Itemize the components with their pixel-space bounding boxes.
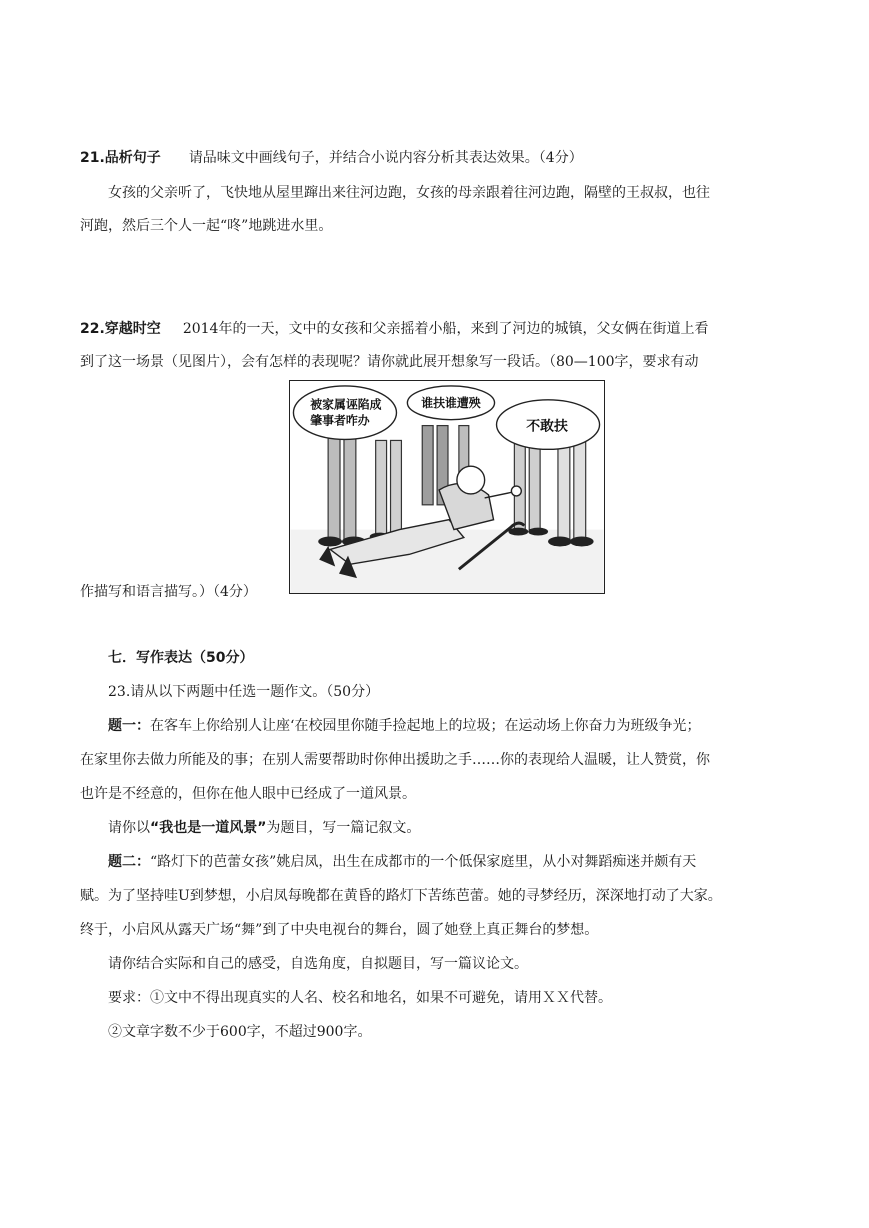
topic1-line2: 在家里你去做力所能及的事；在别人需要帮助时你伸出援助之手……你的表现给人温暖，让人赞赏，你 bbox=[80, 752, 710, 768]
q21-quote-line1: 女孩的父亲听了，飞快地从屋里蹿出来往河边跑，女孩的母亲跟着往河边跑，隔壁的王叔叔，也往 bbox=[108, 185, 710, 201]
q22-row bbox=[80, 319, 708, 339]
topic1-line3: 也许是不经意的，但你在他人眼中已经成了一道风景。 bbox=[80, 786, 416, 802]
q22-line1: 2014年的一天，文中的女孩和父亲摇着小船，来到了河边的城镇，父女俩在街道上看 bbox=[182, 321, 709, 337]
topic2-row bbox=[108, 852, 696, 872]
q23-instruction: 23.请从以下两题中任选一题作文。（50分） bbox=[108, 684, 380, 700]
topic1-requirement bbox=[108, 818, 420, 838]
q21-row bbox=[80, 148, 583, 168]
topic2-line3: 终于，小启风从露天广场“舞”到了中央电视台的舞台，圆了她登上真正舞台的梦想。 bbox=[80, 922, 599, 938]
section7-heading: 七．写作表达（50分） bbox=[108, 650, 254, 666]
q21-title: 21.品析句子 bbox=[80, 150, 161, 166]
bubble-text-1b: 肇事者咋办 bbox=[310, 413, 370, 428]
topic2-requirement: 请你结合实际和自己的感受，自选角度，自拟题目，写一篇议论文。 bbox=[108, 956, 528, 972]
topic1-req-post: 为题目，写一篇记叙文。 bbox=[266, 820, 421, 836]
topic1-row bbox=[108, 716, 700, 736]
bubble-text-3: 不敢扶 bbox=[526, 418, 568, 435]
q22-title: 22.穿越时空 bbox=[80, 321, 161, 337]
q21-quote-line2: 河跑，然后三个人一起“咚”地跳进水里。 bbox=[80, 218, 333, 234]
topic2-line1: “路灯下的芭蕾女孩”姚启凤，出生在成都市的一个低保家庭里，从小对舞蹈痴迷并颇有天 bbox=[150, 854, 697, 870]
topic1-label: 题一： bbox=[108, 718, 150, 734]
topic2-label: 题二： bbox=[108, 854, 150, 870]
requirement-2: ②文章字数不少于600字，不超过900字。 bbox=[108, 1024, 372, 1040]
q21-prompt: 请品味文中画线句子，并结合小说内容分析其表达效果。（4分） bbox=[188, 150, 583, 166]
requirement-1: 要求：①文中不得出现真实的人名、校名和地名，如果不可避免，请用ＸＸ代替。 bbox=[108, 990, 612, 1006]
topic2-line2: 赋。为了坚持哇U到梦想，小启凤每晚都在黄昏的路灯下苦练芭蕾。她的寻梦经历，深深地打动了大家。 bbox=[80, 888, 722, 904]
topic1-line1: 在客车上你给别人让座‘在校园里你随手捡起地上的垃圾；在运动场上你奋力为班级争光； bbox=[150, 718, 701, 734]
q22-line3: 作描写和语言描写。）（4分） bbox=[80, 584, 257, 600]
bubble-text-2: 谁扶谁遭殃 bbox=[421, 395, 481, 410]
q22-line2: 到了这一场景（见图片），会有怎样的表现呢？请你就此展开想象写一段话。（80—100字，要求有动 bbox=[80, 354, 699, 370]
cartoon-image bbox=[289, 380, 605, 594]
topic1-req-pre: 请你以 bbox=[108, 820, 150, 836]
bubble-text-1: 被家属诬陷成 bbox=[310, 397, 382, 412]
topic1-req-title: “我也是一道风景” bbox=[150, 820, 267, 836]
